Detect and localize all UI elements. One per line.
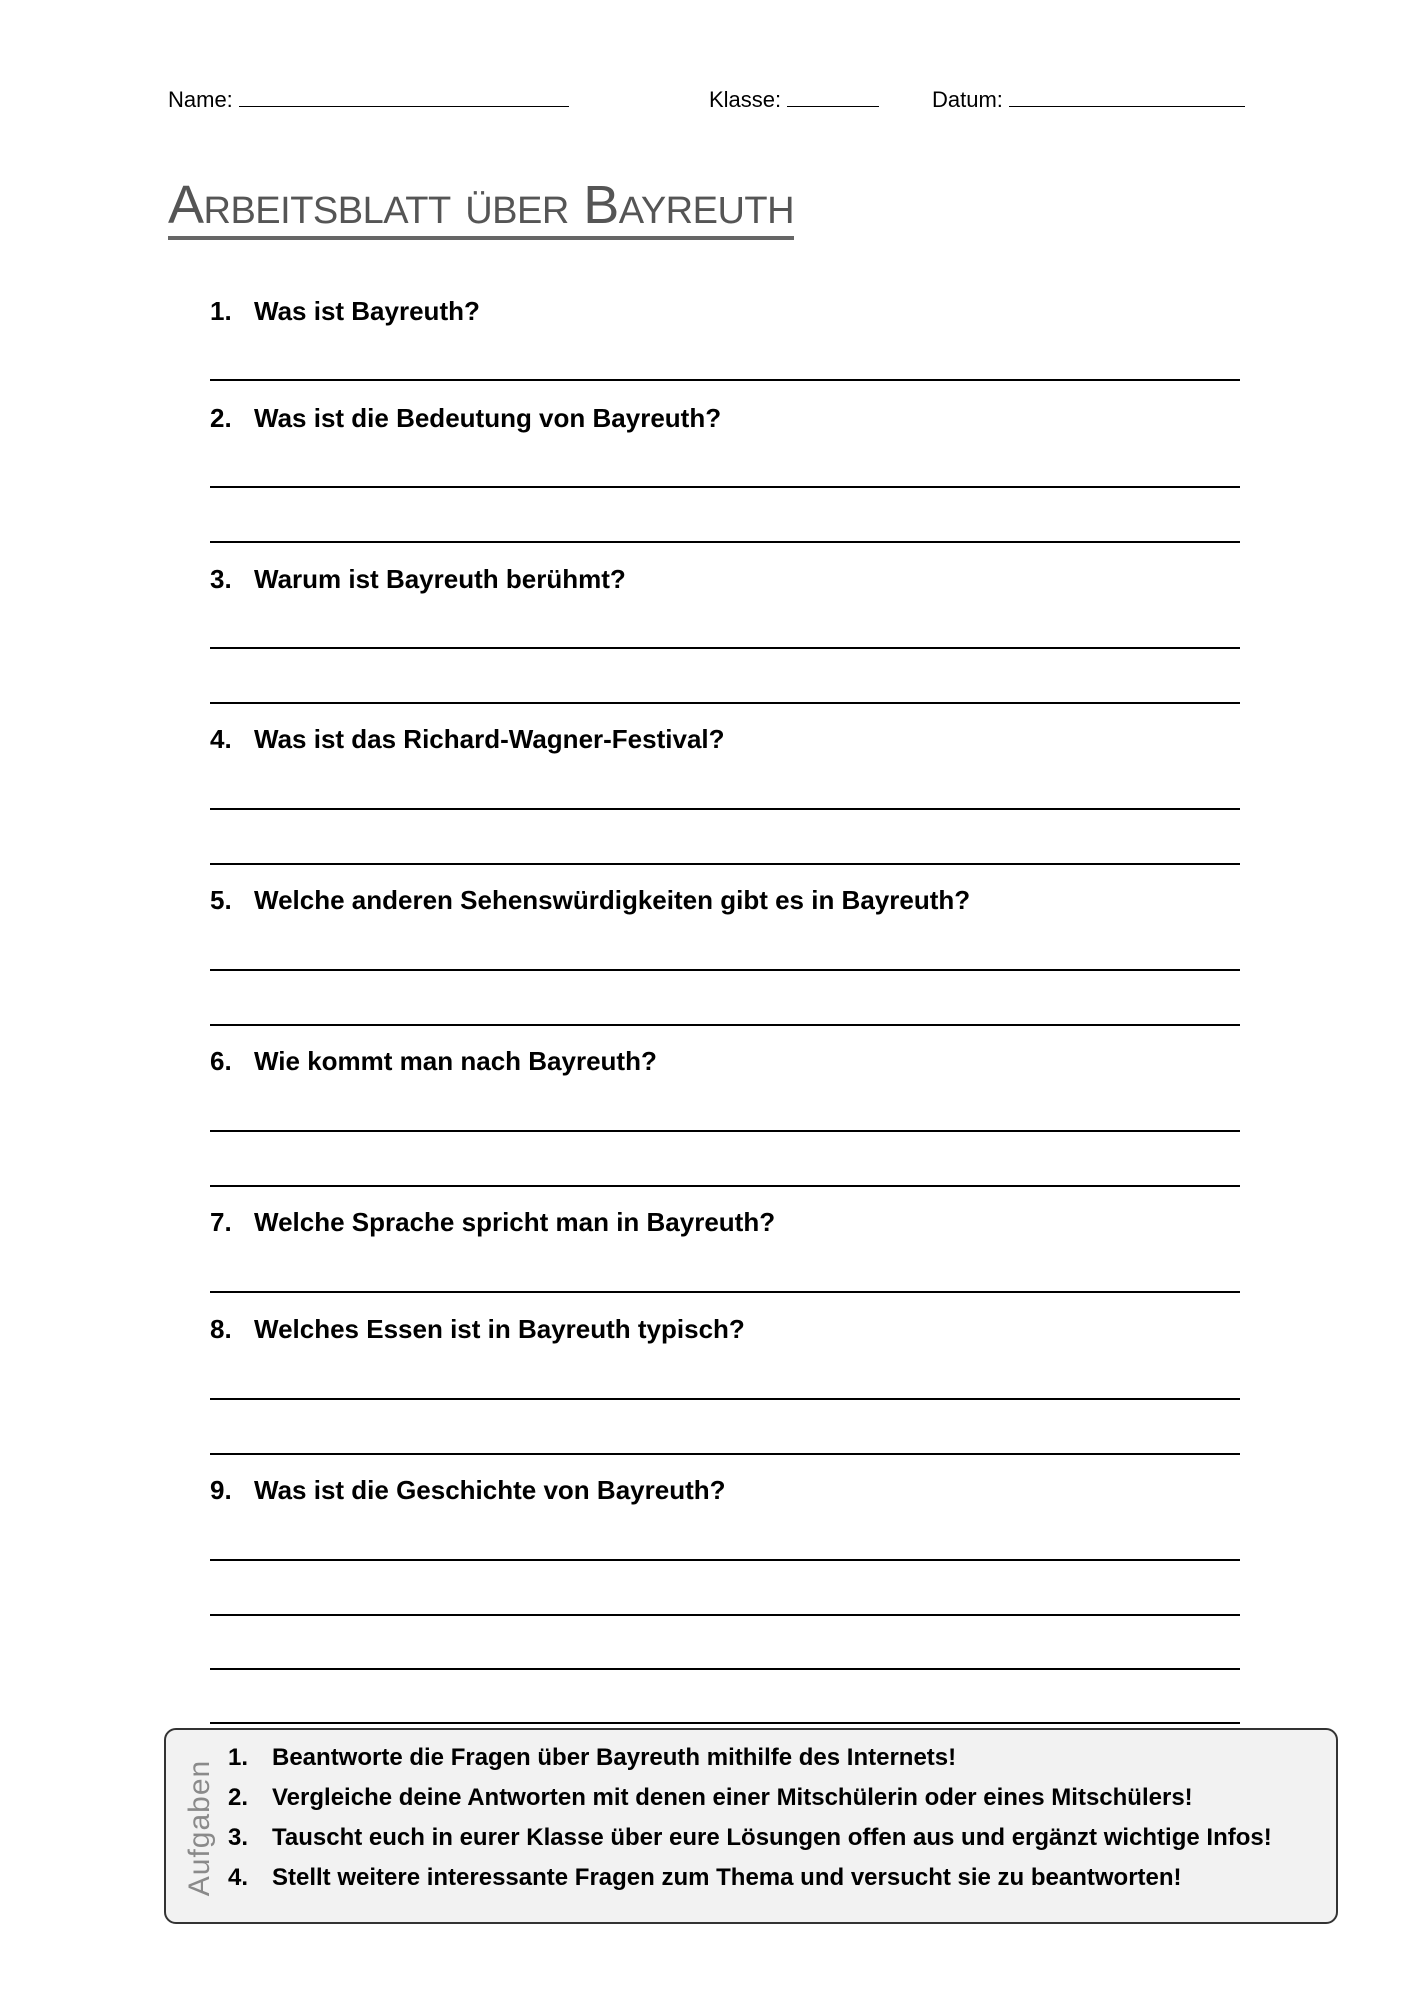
task-text: Vergleiche deine Antworten mit denen einer Mitschülerin oder eines Mitschülers!: [272, 1784, 1193, 1811]
answer-line[interactable]: [210, 541, 1240, 543]
class-field: [709, 86, 879, 113]
question-text: Was ist Bayreuth?: [254, 296, 480, 326]
answer-line[interactable]: [210, 1024, 1240, 1026]
tasks-box: [164, 1728, 1338, 1924]
question-text: Warum ist Bayreuth berühmt?: [254, 564, 626, 594]
date-field: [932, 86, 1245, 113]
task-number: 3.: [228, 1824, 249, 1851]
question-number: 1.: [210, 296, 232, 326]
answer-line[interactable]: [210, 808, 1240, 810]
class-blank-line[interactable]: [787, 86, 879, 107]
task-text: Beantworte die Fragen über Bayreuth mithilfe des Internets!: [272, 1744, 957, 1771]
answer-line[interactable]: [210, 863, 1240, 865]
question-7: [210, 1207, 775, 1238]
answer-line[interactable]: [210, 969, 1240, 971]
question-number: 6.: [210, 1046, 232, 1076]
name-label: Name:: [168, 87, 233, 112]
name-blank-line[interactable]: [239, 86, 569, 107]
task-number: 4.: [228, 1864, 249, 1891]
answer-line[interactable]: [210, 1130, 1240, 1132]
answer-line[interactable]: [210, 486, 1240, 488]
date-blank-line[interactable]: [1009, 86, 1245, 107]
answer-line[interactable]: [210, 1453, 1240, 1455]
answer-line[interactable]: [210, 647, 1240, 649]
question-number: 4.: [210, 724, 232, 754]
question-number: 8.: [210, 1314, 232, 1344]
answer-line[interactable]: [210, 1722, 1240, 1724]
task-item-4: [228, 1864, 1182, 1892]
question-number: 3.: [210, 564, 232, 594]
question-text: Was ist die Bedeutung von Bayreuth?: [254, 403, 722, 433]
tasks-label-container: [176, 1730, 224, 1926]
question-text: Welche Sprache spricht man in Bayreuth?: [254, 1207, 776, 1237]
question-5: [210, 885, 970, 916]
answer-line[interactable]: [210, 1185, 1240, 1187]
question-6: [210, 1046, 657, 1077]
answer-line[interactable]: [210, 1668, 1240, 1670]
task-number: 2.: [228, 1784, 249, 1811]
question-number: 9.: [210, 1475, 232, 1505]
question-4: [210, 724, 725, 755]
date-label: Datum:: [932, 87, 1003, 112]
header-fields: [168, 86, 1258, 116]
question-number: 2.: [210, 403, 232, 433]
class-label: Klasse:: [709, 87, 782, 112]
question-8: [210, 1314, 745, 1345]
question-text: Was ist das Richard-Wagner-Festival?: [254, 724, 725, 754]
question-number: 7.: [210, 1207, 232, 1237]
question-text: Welche anderen Sehenswürdigkeiten gibt es in Bayreuth?: [254, 885, 971, 915]
answer-line[interactable]: [210, 379, 1240, 381]
task-item-1: [228, 1744, 956, 1772]
question-1: [210, 296, 480, 327]
question-9: [210, 1475, 726, 1506]
answer-line[interactable]: [210, 1614, 1240, 1616]
question-3: [210, 564, 626, 595]
answer-line[interactable]: [210, 702, 1240, 704]
question-text: Welches Essen ist in Bayreuth typisch?: [254, 1314, 745, 1344]
question-text: Wie kommt man nach Bayreuth?: [254, 1046, 657, 1076]
answer-line[interactable]: [210, 1398, 1240, 1400]
task-text: Stellt weitere interessante Fragen zum Thema und versucht sie zu beantworten!: [272, 1864, 1182, 1891]
answer-line[interactable]: [210, 1559, 1240, 1561]
name-field: [168, 86, 569, 113]
question-text: Was ist die Geschichte von Bayreuth?: [254, 1475, 726, 1505]
tasks-label: Aufgaben: [183, 1759, 217, 1897]
question-number: 5.: [210, 885, 232, 915]
task-text: Tauscht euch in eurer Klasse über eure Lösungen offen aus und ergänzt wichtige Infos!: [272, 1824, 1272, 1851]
page-title: Arbeitsblatt über Bayreuth: [168, 178, 794, 240]
answer-line[interactable]: [210, 1291, 1240, 1293]
task-number: 1.: [228, 1744, 249, 1771]
task-item-2: [228, 1784, 1193, 1812]
task-item-3: [228, 1824, 1272, 1852]
question-2: [210, 403, 721, 434]
